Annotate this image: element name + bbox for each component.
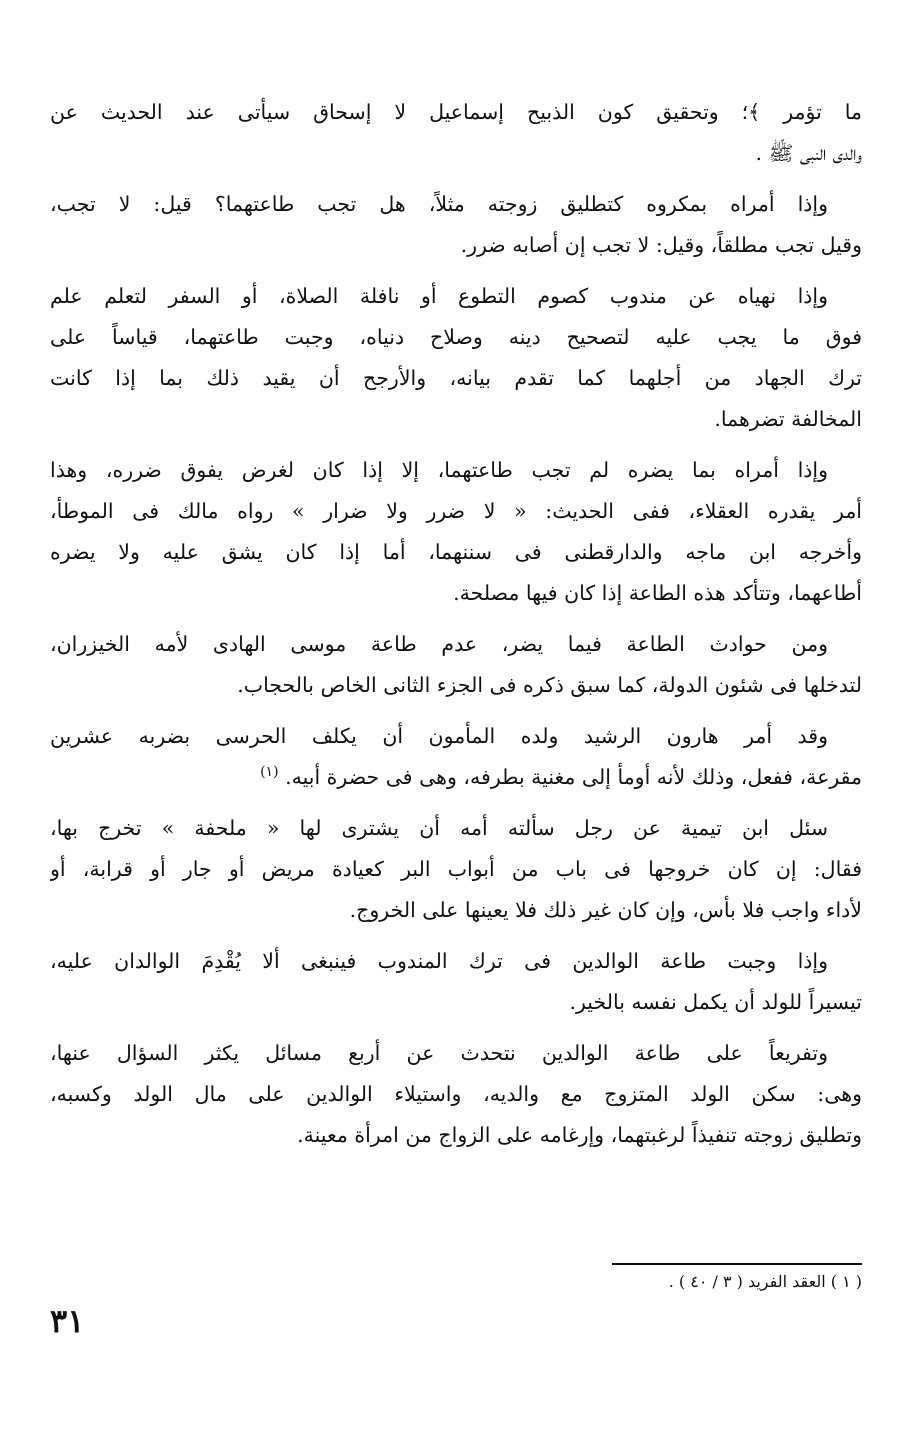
- text-line: سئل ابن تيمية عن رجل سألته أمه أن يشترى لها « ملحفة » تخرج بها،: [50, 816, 828, 840]
- text-line: ترك الجهاد من أجلهما كما تقدم بيانه، والأرجح أن يقيد ذلك بما إذا كانت: [50, 366, 862, 390]
- text-line: وهى: سكن الولد المتزوج مع والديه، واستيلاء الوالدين على مال الولد وكسبه،: [50, 1082, 862, 1106]
- footnote-divider: [612, 1263, 862, 1265]
- paragraph: [50, 716, 862, 798]
- text-line: أمر يقدره العقلاء، ففى الحديث: « لا ضرر ولا ضرار » رواه مالك فى الموطأ،: [50, 499, 862, 523]
- text-line: والدى النبى ﷺ .: [755, 141, 862, 165]
- text-line: أطاعهما، وتتأكد هذه الطاعة إذا كان فيها مصلحة.: [453, 581, 862, 605]
- footnote-marker: (١): [260, 764, 279, 781]
- page-number: ٣١: [50, 1302, 85, 1340]
- text-line: تيسيراً للولد أن يكمل نفسه بالخير.: [569, 990, 862, 1014]
- text-line: ومن حوادث الطاعة فيما يضر، عدم طاعة موسى الهادى لأمه الخيزران،: [50, 632, 828, 656]
- paragraph: [50, 808, 862, 931]
- text-line: وإذا وجبت طاعة الوالدين فى ترك المندوب فينبغى ألا يُقْدِمَ الوالدان عليه،: [50, 949, 828, 973]
- text-line: وتطليق زوجته تنفيذاً لرغبتهما، وإرغامه على الزواج من امرأة معينة.: [297, 1123, 862, 1147]
- paragraph: [50, 941, 862, 1023]
- text-line: وتفريعاً على طاعة الوالدين نتحدث عن أربع مسائل يكثر السؤال عنها،: [50, 1041, 828, 1065]
- paragraph: [50, 276, 862, 440]
- paragraph: [50, 450, 862, 614]
- text-line: وقد أمر هارون الرشيد ولده المأمون أن يكلف الحرسى بضربه عشرين: [50, 724, 828, 748]
- paragraph: [50, 184, 862, 266]
- text-line: ما تؤمر ﴾؛ وتحقيق كون الذبيح إسماعيل لا إسحاق سيأتى عند الحديث عن: [50, 100, 862, 124]
- text-line: فقال: إن كان خروجها فى باب من أبواب البر كعيادة مريض أو جار أو قرابة، أو: [50, 857, 862, 881]
- paragraph: [50, 1033, 862, 1156]
- footnote: ( ١ ) العقد الفريد ( ٣ / ٤٠ ) .: [668, 1272, 862, 1291]
- paragraph: [50, 92, 862, 174]
- text-line: وإذا أمراه بما يضره لم تجب طاعتهما، إلا إذا كان لغرض يفوق ضرره، وهذا: [50, 458, 828, 482]
- text-line: لأداء واجب فلا بأس، وإن كان غير ذلك فلا يعينها على الخروج.: [349, 898, 862, 922]
- paragraph: [50, 624, 862, 706]
- text-line: فوق ما يجب عليه لتصحيح دينه وصلاح دنياه، وجبت طاعتهما، قياساً على: [50, 325, 862, 349]
- text-line: مقرعة، ففعل، وذلك لأنه أومأ إلى مغنية بطرفه، وهى فى حضرة أبيه.: [285, 765, 862, 789]
- text-line: وإذا أمراه بمكروه كتطليق زوجته مثلاً، هل تجب طاعتهما؟ قيل: لا تجب،: [50, 192, 828, 216]
- text-line: المخالفة تضرهما.: [714, 407, 862, 431]
- text-line: لتدخلها فى شئون الدولة، كما سبق ذكره فى الجزء الثانى الخاص بالحجاب.: [237, 673, 862, 697]
- text-line: وإذا نهياه عن مندوب كصوم التطوع أو نافلة الصلاة، أو السفر لتعلم علم: [50, 284, 828, 308]
- text-line-with-note: [50, 757, 862, 798]
- text-line: وأخرجه ابن ماجه والدارقطنى فى سننهما، أما إذا كان يشق عليه ولا يضره: [50, 540, 862, 564]
- text-line: وقيل تجب مطلقاً، وقيل: لا تجب إن أصابه ضرر.: [460, 233, 862, 257]
- main-text: [50, 92, 862, 1166]
